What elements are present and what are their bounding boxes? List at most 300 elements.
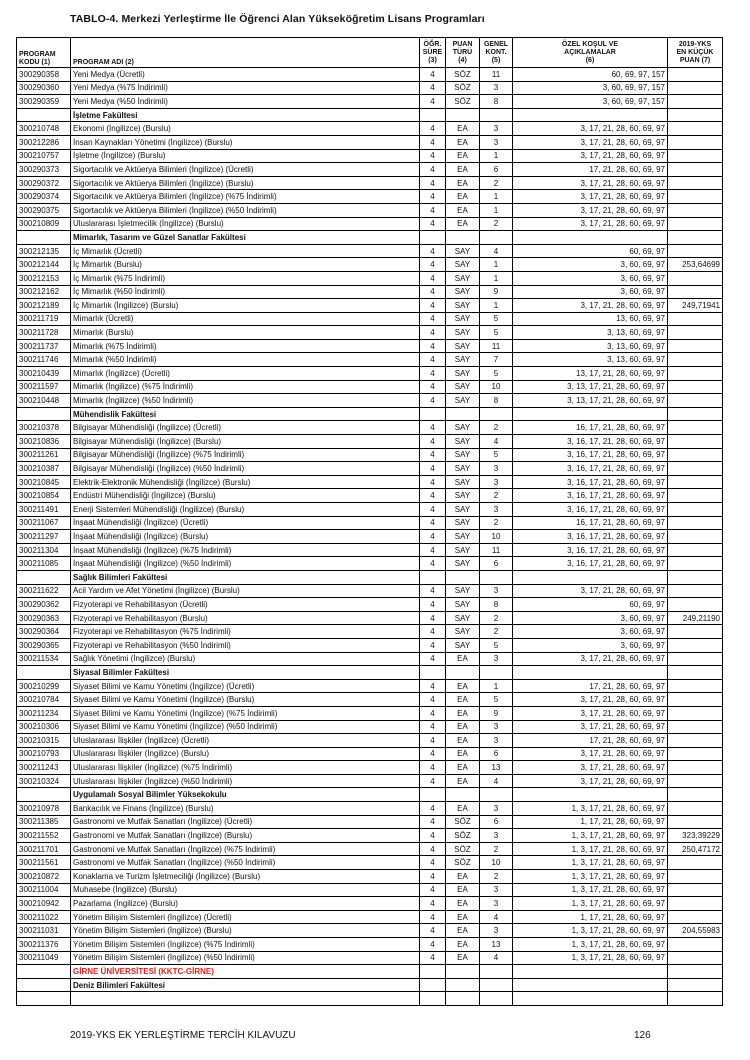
score-type-cell: EA (446, 163, 480, 177)
empty-cell (668, 666, 723, 680)
score-type-cell: SAY (446, 598, 480, 612)
score-type-cell: EA (446, 122, 480, 136)
program-name-cell: Konaklama ve Turizm İşletmeciliği (İngilizce) (Burslu) (71, 870, 420, 884)
empty-cell (17, 788, 71, 802)
program-code-cell: 300290372 (17, 176, 71, 190)
min-score-cell: 323,39229 (668, 829, 723, 843)
quota-cell: 1 (480, 190, 513, 204)
score-type-cell: SAY (446, 353, 480, 367)
quota-cell: 4 (480, 244, 513, 258)
blank-row (17, 992, 723, 1006)
programs-table (16, 37, 723, 1006)
program-name-cell: İşletme (İngilizce) (Burslu) (71, 149, 420, 163)
program-code-cell: 300211067 (17, 516, 71, 530)
table-row (17, 652, 723, 666)
empty-cell (420, 992, 446, 1006)
min-score-cell (668, 462, 723, 476)
score-type-cell: SÖZ (446, 815, 480, 829)
score-type-cell: SAY (446, 326, 480, 340)
table-row (17, 734, 723, 748)
min-score-cell (668, 584, 723, 598)
min-score-cell (668, 380, 723, 394)
empty-cell (446, 992, 480, 1006)
table-row (17, 747, 723, 761)
duration-cell: 4 (420, 584, 446, 598)
program-name-cell: Enerji Sistemleri Mühendisliği (İngilizce) (Burslu) (71, 503, 420, 517)
empty-cell (446, 407, 480, 421)
min-score-cell (668, 489, 723, 503)
program-code-cell: 300210836 (17, 435, 71, 449)
program-code-cell: 300211234 (17, 706, 71, 720)
program-name-cell: Mimarlık (Ücretli) (71, 312, 420, 326)
duration-cell: 4 (420, 897, 446, 911)
duration-cell: 4 (420, 883, 446, 897)
duration-cell: 4 (420, 68, 446, 82)
duration-cell: 4 (420, 190, 446, 204)
duration-cell: 4 (420, 530, 446, 544)
quota-cell: 2 (480, 842, 513, 856)
score-type-cell: SAY (446, 244, 480, 258)
notes-cell: 3, 60, 69, 97, 157 (513, 81, 668, 95)
notes-cell: 3, 17, 21, 28, 60, 69, 97 (513, 720, 668, 734)
faculty-heading-row (17, 407, 723, 421)
score-type-cell: SAY (446, 557, 480, 571)
empty-cell (513, 965, 668, 979)
notes-cell: 3, 60, 69, 97 (513, 285, 668, 299)
empty-cell (446, 231, 480, 245)
empty-cell (480, 965, 513, 979)
program-name-cell: Yönetim Bilişim Sistemleri (İngilizce) (%75 İndirimli) (71, 938, 420, 952)
min-score-cell (668, 883, 723, 897)
duration-cell: 4 (420, 258, 446, 272)
program-name-cell: Fizyoterapi ve Rehabilitasyon (%75 İndirimli) (71, 625, 420, 639)
program-code-cell: 300210315 (17, 734, 71, 748)
page-title: TABLO-4. Merkezi Yerleştirme İle Öğrenci Alan Yükseköğretim Lisans Programları (70, 13, 485, 25)
quota-cell: 1 (480, 271, 513, 285)
table-row (17, 203, 723, 217)
min-score-cell (668, 149, 723, 163)
duration-cell: 4 (420, 299, 446, 313)
notes-cell: 3, 17, 21, 28, 60, 69, 97 (513, 203, 668, 217)
min-score-cell (668, 448, 723, 462)
program-name-cell: Gastronomi ve Mutfak Sanatları (İngilizce) (%75 İndirimli) (71, 842, 420, 856)
quota-cell: 4 (480, 951, 513, 965)
table-row (17, 258, 723, 272)
min-score-cell (668, 95, 723, 109)
notes-cell: 1, 3, 17, 21, 28, 60, 69, 97 (513, 870, 668, 884)
program-code-cell: 300211597 (17, 380, 71, 394)
empty-cell (668, 965, 723, 979)
duration-cell: 4 (420, 774, 446, 788)
program-name-cell: Siyaset Bilimi ve Kamu Yönetimi (İngilizce) (Burslu) (71, 693, 420, 707)
table-row (17, 163, 723, 177)
quota-cell: 3 (480, 829, 513, 843)
quota-cell: 2 (480, 421, 513, 435)
min-score-cell (668, 625, 723, 639)
notes-cell: 1, 3, 17, 21, 28, 60, 69, 97 (513, 842, 668, 856)
min-score-cell (668, 285, 723, 299)
program-name-cell: İnşaat Mühendisliği (İngilizce) (%75 İndirimli) (71, 543, 420, 557)
quota-cell: 3 (480, 897, 513, 911)
min-score-cell: 249,71941 (668, 299, 723, 313)
table-row (17, 489, 723, 503)
score-type-cell: EA (446, 870, 480, 884)
table-row (17, 543, 723, 557)
min-score-cell (668, 679, 723, 693)
program-code-cell: 300210942 (17, 897, 71, 911)
duration-cell: 4 (420, 815, 446, 829)
empty-cell (420, 978, 446, 992)
notes-cell: 3, 17, 21, 28, 60, 69, 97 (513, 747, 668, 761)
program-code-cell: 300212162 (17, 285, 71, 299)
score-type-cell: SAY (446, 611, 480, 625)
quota-cell: 3 (480, 503, 513, 517)
program-name-cell: Pazarlama (İngilizce) (Burslu) (71, 897, 420, 911)
score-type-cell: EA (446, 652, 480, 666)
quota-cell: 1 (480, 679, 513, 693)
duration-cell: 4 (420, 938, 446, 952)
program-name-cell: Sigortacılık ve Aktüerya Bilimleri (İngilizce) (Burslu) (71, 176, 420, 190)
quota-cell: 6 (480, 747, 513, 761)
empty-cell (668, 231, 723, 245)
empty-cell (17, 407, 71, 421)
program-code-cell: 300211304 (17, 543, 71, 557)
notes-cell: 1, 3, 17, 21, 28, 60, 69, 97 (513, 802, 668, 816)
duration-cell: 4 (420, 842, 446, 856)
program-name-cell: Mimarlık (İngilizce) (Ücretli) (71, 367, 420, 381)
score-type-cell: EA (446, 747, 480, 761)
program-code-cell: 300211243 (17, 761, 71, 775)
notes-cell: 3, 60, 69, 97 (513, 611, 668, 625)
program-name-cell: Muhasebe (İngilizce) (Burslu) (71, 883, 420, 897)
table-row (17, 720, 723, 734)
duration-cell: 4 (420, 924, 446, 938)
empty-cell (480, 788, 513, 802)
quota-cell: 7 (480, 353, 513, 367)
table-body (17, 68, 723, 1006)
program-name-cell: İç Mimarlık (%75 İndirimli) (71, 271, 420, 285)
program-code-cell: 300211728 (17, 326, 71, 340)
program-name-cell: Bankacılık ve Finans (İngilizce) (Burslu) (71, 802, 420, 816)
score-type-cell: SAY (446, 394, 480, 408)
score-type-cell: EA (446, 924, 480, 938)
min-score-cell (668, 652, 723, 666)
min-score-cell (668, 516, 723, 530)
table-row (17, 81, 723, 95)
score-type-cell: EA (446, 217, 480, 231)
quota-cell: 9 (480, 706, 513, 720)
program-code-cell: 300210299 (17, 679, 71, 693)
duration-cell: 4 (420, 693, 446, 707)
quota-cell: 3 (480, 122, 513, 136)
score-type-cell: SAY (446, 285, 480, 299)
duration-cell: 4 (420, 706, 446, 720)
program-code-cell: 300290363 (17, 611, 71, 625)
table-row (17, 516, 723, 530)
empty-cell (71, 992, 420, 1006)
program-name-cell: Siyaset Bilimi ve Kamu Yönetimi (İngilizce) (%50 İndirimli) (71, 720, 420, 734)
empty-cell (668, 978, 723, 992)
duration-cell: 4 (420, 176, 446, 190)
program-code-cell: 300290375 (17, 203, 71, 217)
notes-cell: 13, 17, 21, 28, 60, 69, 97 (513, 367, 668, 381)
duration-cell: 4 (420, 856, 446, 870)
score-type-cell: SAY (446, 421, 480, 435)
program-code-cell: 300210784 (17, 693, 71, 707)
empty-cell (420, 788, 446, 802)
quota-cell: 2 (480, 217, 513, 231)
min-score-cell (668, 543, 723, 557)
score-type-cell: SAY (446, 625, 480, 639)
score-type-cell: SÖZ (446, 68, 480, 82)
program-code-cell: 300212189 (17, 299, 71, 313)
quota-cell: 5 (480, 638, 513, 652)
min-score-cell (668, 598, 723, 612)
score-type-cell: EA (446, 203, 480, 217)
empty-cell (446, 570, 480, 584)
table-row (17, 299, 723, 313)
quota-cell: 6 (480, 815, 513, 829)
program-name-cell: İnşaat Mühendisliği (İngilizce) (%50 İndirimli) (71, 557, 420, 571)
notes-cell: 3, 17, 21, 28, 60, 69, 97 (513, 122, 668, 136)
quota-cell: 13 (480, 761, 513, 775)
duration-cell: 4 (420, 326, 446, 340)
duration-cell: 4 (420, 557, 446, 571)
quota-cell: 5 (480, 326, 513, 340)
table-row (17, 802, 723, 816)
program-code-cell: 300211561 (17, 856, 71, 870)
program-name-cell: Siyaset Bilimi ve Kamu Yönetimi (İngilizce) (%75 İndirimli) (71, 706, 420, 720)
program-name-cell: İnşaat Mühendisliği (İngilizce) (Burslu) (71, 530, 420, 544)
score-type-cell: EA (446, 761, 480, 775)
duration-cell: 4 (420, 761, 446, 775)
program-name-cell: İnsan Kaynakları Yönetimi (İngilizce) (Burslu) (71, 135, 420, 149)
score-type-cell: EA (446, 679, 480, 693)
program-code-cell: 300211701 (17, 842, 71, 856)
min-score-cell (668, 938, 723, 952)
min-score-cell (668, 421, 723, 435)
notes-cell: 1, 3, 17, 21, 28, 60, 69, 97 (513, 897, 668, 911)
score-type-cell: SAY (446, 380, 480, 394)
program-name-cell: Uluslararası İlişkiler (İngilizce) (%75 İndirimli) (71, 761, 420, 775)
table-row (17, 312, 723, 326)
program-name-cell: Yönetim Bilişim Sistemleri (İngilizce) (%50 İndirimli) (71, 951, 420, 965)
notes-cell: 3, 17, 21, 28, 60, 69, 97 (513, 706, 668, 720)
program-code-cell: 300211376 (17, 938, 71, 952)
score-type-cell: SAY (446, 435, 480, 449)
program-name-cell: Bilgisayar Mühendisliği (İngilizce) (Ücretli) (71, 421, 420, 435)
program-code-cell: 300210872 (17, 870, 71, 884)
program-code-cell: 300211031 (17, 924, 71, 938)
notes-cell: 17, 21, 28, 60, 69, 97 (513, 734, 668, 748)
min-score-cell (668, 503, 723, 517)
faculty-heading: Deniz Bilimleri Fakültesi (71, 978, 420, 992)
program-code-cell: 300211552 (17, 829, 71, 843)
score-type-cell: EA (446, 938, 480, 952)
program-name-cell: Yeni Medya (%50 İndirimli) (71, 95, 420, 109)
quota-cell: 3 (480, 135, 513, 149)
program-code-cell: 300210748 (17, 122, 71, 136)
score-type-cell: SAY (446, 299, 480, 313)
program-code-cell: 300210845 (17, 475, 71, 489)
table-row (17, 462, 723, 476)
empty-cell (513, 231, 668, 245)
notes-cell: 3, 17, 21, 28, 60, 69, 97 (513, 149, 668, 163)
duration-cell: 4 (420, 217, 446, 231)
duration-cell: 4 (420, 122, 446, 136)
score-type-cell: SAY (446, 489, 480, 503)
quota-cell: 3 (480, 81, 513, 95)
table-row (17, 435, 723, 449)
min-score-cell (668, 951, 723, 965)
min-score-cell (668, 802, 723, 816)
notes-cell: 3, 60, 69, 97 (513, 638, 668, 652)
duration-cell: 4 (420, 163, 446, 177)
program-code-cell: 300211491 (17, 503, 71, 517)
min-score-cell (668, 176, 723, 190)
program-name-cell: İç Mimarlık (%50 İndirimli) (71, 285, 420, 299)
table-row (17, 856, 723, 870)
program-name-cell: Gastronomi ve Mutfak Sanatları (İngilizce) (%50 İndirimli) (71, 856, 420, 870)
quota-cell: 3 (480, 584, 513, 598)
empty-cell (480, 570, 513, 584)
program-name-cell: Elektrik-Elektronik Mühendisliği (İngilizce) (Burslu) (71, 475, 420, 489)
program-code-cell: 300210854 (17, 489, 71, 503)
quota-cell: 10 (480, 380, 513, 394)
duration-cell: 4 (420, 747, 446, 761)
program-name-cell: Bilgisayar Mühendisliği (İngilizce) (%50 İndirimli) (71, 462, 420, 476)
program-code-cell: 300211385 (17, 815, 71, 829)
program-code-cell: 300290374 (17, 190, 71, 204)
program-code-cell: 300210306 (17, 720, 71, 734)
score-type-cell: SAY (446, 448, 480, 462)
program-code-cell: 300212135 (17, 244, 71, 258)
duration-cell: 4 (420, 135, 446, 149)
program-name-cell: Mimarlık (İngilizce) (%50 İndirimli) (71, 394, 420, 408)
notes-cell: 3, 13, 17, 21, 28, 60, 69, 97 (513, 380, 668, 394)
score-type-cell: EA (446, 910, 480, 924)
min-score-cell (668, 870, 723, 884)
score-type-cell: SAY (446, 584, 480, 598)
notes-cell: 3, 17, 21, 28, 60, 69, 97 (513, 176, 668, 190)
score-type-cell: SAY (446, 638, 480, 652)
notes-cell: 3, 17, 21, 28, 60, 69, 97 (513, 190, 668, 204)
empty-cell (446, 788, 480, 802)
table-row (17, 135, 723, 149)
table-row (17, 217, 723, 231)
empty-cell (420, 407, 446, 421)
notes-cell: 3, 16, 17, 21, 28, 60, 69, 97 (513, 530, 668, 544)
program-code-cell: 300210757 (17, 149, 71, 163)
table-row (17, 870, 723, 884)
table-row (17, 68, 723, 82)
program-code-cell: 300210387 (17, 462, 71, 476)
min-score-cell (668, 734, 723, 748)
program-code-cell: 300211085 (17, 557, 71, 571)
empty-cell (668, 992, 723, 1006)
min-score-cell (668, 435, 723, 449)
duration-cell: 4 (420, 271, 446, 285)
program-name-cell: Bilgisayar Mühendisliği (İngilizce) (Burslu) (71, 435, 420, 449)
empty-cell (480, 666, 513, 680)
score-type-cell: SAY (446, 516, 480, 530)
faculty-heading: Mühendislik Fakültesi (71, 407, 420, 421)
score-type-cell: SÖZ (446, 829, 480, 843)
duration-cell: 4 (420, 910, 446, 924)
program-name-cell: Gastronomi ve Mutfak Sanatları (İngilizce) (Ücretli) (71, 815, 420, 829)
empty-cell (513, 108, 668, 122)
min-score-cell (668, 68, 723, 82)
table-row (17, 557, 723, 571)
duration-cell: 4 (420, 720, 446, 734)
page-number: 126 (634, 1030, 651, 1041)
quota-cell: 2 (480, 516, 513, 530)
faculty-heading: Siyasal Bilimler Fakültesi (71, 666, 420, 680)
university-heading-row (17, 965, 723, 979)
table-row (17, 598, 723, 612)
table-row (17, 353, 723, 367)
min-score-cell (668, 815, 723, 829)
notes-cell: 3, 16, 17, 21, 28, 60, 69, 97 (513, 489, 668, 503)
duration-cell: 4 (420, 598, 446, 612)
quota-cell: 10 (480, 530, 513, 544)
duration-cell: 4 (420, 503, 446, 517)
duration-cell: 4 (420, 312, 446, 326)
program-code-cell: 300212286 (17, 135, 71, 149)
program-name-cell: İnşaat Mühendisliği (İngilizce) (Ücretli) (71, 516, 420, 530)
quota-cell: 3 (480, 883, 513, 897)
min-score-cell (668, 638, 723, 652)
program-name-cell: Fizyoterapi ve Rehabilitasyon (Ücretli) (71, 598, 420, 612)
faculty-heading-row (17, 231, 723, 245)
program-code-cell: 300290360 (17, 81, 71, 95)
program-name-cell: Sigortacılık ve Aktüerya Bilimleri (İngilizce) (%50 İndirimli) (71, 203, 420, 217)
empty-cell (17, 231, 71, 245)
header-program-name: PROGRAM ADI (2) (71, 38, 420, 68)
duration-cell: 4 (420, 380, 446, 394)
score-type-cell: EA (446, 720, 480, 734)
program-code-cell: 300211022 (17, 910, 71, 924)
program-name-cell: Uluslararası İlişkiler (İngilizce) (Ücretli) (71, 734, 420, 748)
min-score-cell: 250,47172 (668, 842, 723, 856)
score-type-cell: EA (446, 897, 480, 911)
table-row (17, 176, 723, 190)
duration-cell: 4 (420, 367, 446, 381)
quota-cell: 4 (480, 774, 513, 788)
notes-cell: 1, 3, 17, 21, 28, 60, 69, 97 (513, 924, 668, 938)
table-row (17, 271, 723, 285)
min-score-cell (668, 856, 723, 870)
min-score-cell (668, 190, 723, 204)
quota-cell: 3 (480, 734, 513, 748)
score-type-cell: EA (446, 176, 480, 190)
min-score-cell (668, 353, 723, 367)
empty-cell (420, 570, 446, 584)
empty-cell (480, 992, 513, 1006)
empty-cell (17, 992, 71, 1006)
duration-cell: 4 (420, 638, 446, 652)
table-row (17, 584, 723, 598)
table-row (17, 530, 723, 544)
header-duration: ÖĞR. SÜRE (3) (420, 38, 446, 68)
duration-cell: 4 (420, 679, 446, 693)
quota-cell: 4 (480, 435, 513, 449)
program-name-cell: Uluslararası İlişkiler (İngilizce) (%50 İndirimli) (71, 774, 420, 788)
notes-cell: 1, 3, 17, 21, 28, 60, 69, 97 (513, 938, 668, 952)
duration-cell: 4 (420, 951, 446, 965)
duration-cell: 4 (420, 462, 446, 476)
faculty-heading: Mimarlık, Tasarım ve Güzel Sanatlar Fakültesi (71, 231, 420, 245)
